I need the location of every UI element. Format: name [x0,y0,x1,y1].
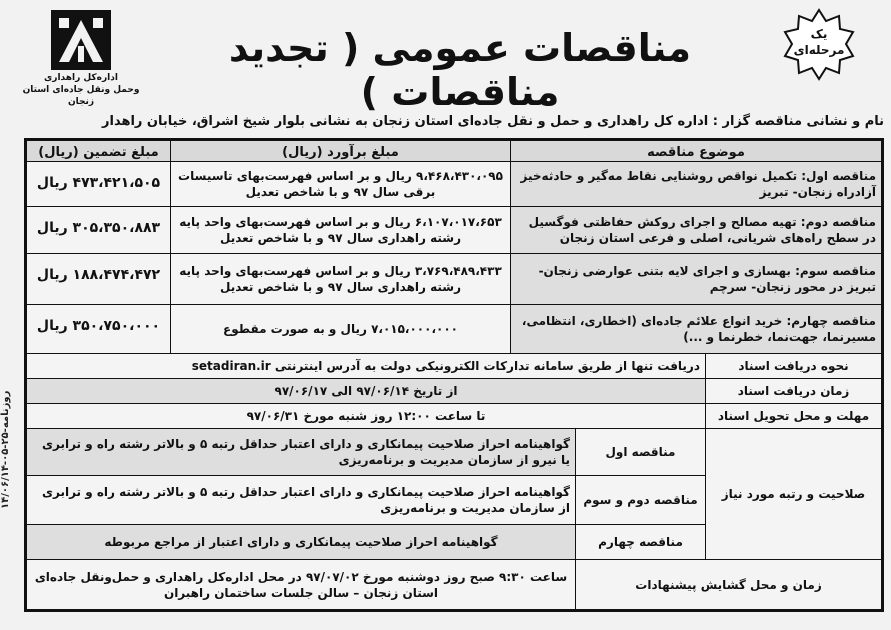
organization-logo [22,8,140,108]
qualification-tender-2-3-text [26,475,576,525]
docs-deadline-value-text: تا ساعت ۱۲:۰۰ روز شنبه مورخ ۹۷/۰۶/۳۱ [246,409,486,423]
qualification-tender-1-text [26,428,576,476]
qualification-label-text: صلاحیت و رتبه مورد نیاز [721,487,866,501]
row-1-subject-text: مناقصه اول: تکمیل نواقص روشنایی نقاط مه‌گیر و حادثه‌خیز آزادراه زنجان- تبریز [520,169,876,199]
qualification-tender-4-text [26,524,576,560]
qualification-tender-2-3 [575,475,706,525]
docs-deadline-label-text: مهلت و محل تحویل اسناد [717,409,870,423]
row-2-estimate-text: ۶،۱۰۷،۰۱۷،۶۵۳ ریال و بر اساس فهرست‌بهای واحد پایه رشته راهداری سال ۹۷ و با شاخص تعدیل [179,215,502,245]
table-row-3-subject [510,253,882,305]
tender-type-badge [782,8,856,82]
badge-line-1: یک [810,27,828,41]
row-2-subject-text: مناقصه دوم: تهیه مصالح و اجرای روکش حفاظتی فوگسیل در سطح راه‌های شریانی، اصلی و فرعی استان زنجان [528,215,876,245]
qualification-label [705,428,882,560]
page-title: مناقصات عمومی ( تجدید مناقصات ) [228,26,692,114]
table-row-4-estimate [170,304,511,354]
header-subject: موضوع مناقصه [510,140,882,162]
table-row-1-guarantee: ۴۷۳،۴۲۱،۵۰۵ ریال [26,161,171,207]
docs-when-value [26,378,706,404]
table-row-4-subject [510,304,882,354]
table-row-3-guarantee: ۱۸۸،۴۷۴،۴۷۲ ریال [26,253,171,305]
qualification-tender-4-name: مناقصه چهارم [598,535,683,549]
qualification-tender-4-desc: گواهینامه احراز صلاحیت پیمانکاری و دارای اعتبار از مراجع مربوطه [104,535,498,549]
row-3-subject-text: مناقصه سوم: بهسازی و اجرای لایه بتنی عوارضی زنجان- تبریز در محور زنجان- سرچم [538,264,876,294]
qualification-tender-4 [575,524,706,560]
tender-table [24,138,884,612]
docs-when-value-text: از تاریخ ۹۷/۰۶/۱۴ الی ۹۷/۰۶/۱۷ [274,384,458,398]
table-row-4-guarantee: ۳۵۰،۷۵۰،۰۰۰ ریال [26,304,171,354]
table-row-2-guarantee: ۳۰۵،۳۵۰،۸۸۳ ریال [26,206,171,254]
qualification-tender-2-3-name: مناقصه دوم و سوم [583,493,698,507]
table-row-1-subject [510,161,882,207]
qualification-tender-1-name: مناقصه اول [605,445,676,459]
opening-value-text: ساعت ۹:۳۰ صبح روز دوشنبه مورخ ۹۷/۰۷/۰۲ در محل اداره‌کل راهداری و حمل‌ونقل جاده‌ای استان زنجان – سالن جلسات ساختمان راهبران [34,569,568,600]
qualification-tender-1 [575,428,706,476]
side-caption: روزنامه-۲۵-۰۵-۱۴/۰۶/۱۴ [0,390,11,510]
opening-label-text: زمان و محل گشایش پیشنهادات [635,577,822,592]
header-guarantee: مبلغ تضمین (ریال) [26,140,171,162]
docs-how-label-text: نحوه دریافت اسناد [738,359,849,373]
organizer-address: نام و نشانی مناقصه گزار : اداره کل راهداری و حمل و نقل جاده‌ای استان زنجان به نشانی بلوار شیخ اشراق، خیابان راهدار [102,114,884,129]
docs-deadline-value [26,403,706,429]
table-row-2-estimate [170,206,511,254]
table-row-1-estimate [170,161,511,207]
header-estimate: مبلغ برآورد (ریال) [170,140,511,162]
qualification-tender-1-desc: گواهینامه احراز صلاحیت پیمانکاری و دارای اعتبار حداقل رتبه ۵ و بالاتر رشته راه و ترابری یا نیرو از سازمان مدیریت و برنامه‌ریزی [41,437,570,467]
road-authority-emblem-icon [49,8,113,72]
badge-line-2: مرحله‌ای [793,43,845,57]
docs-how-value-text: دریافت تنها از طریق سامانه تدارکات الکترونیکی دولت به آدرس اینترنتی setadiran.ir [191,359,700,373]
table-row-2-subject [510,206,882,254]
docs-when-label-text: زمان دریافت اسناد [737,384,850,398]
qualification-tender-2-3-desc: گواهینامه احراز صلاحیت پیمانکاری و دارای اعتبار حداقل رتبه ۵ و بالاتر رشته راه و ترابری از سازمان مدیریت و برنامه‌ریزی [41,485,570,515]
docs-when-label [705,378,882,404]
opening-value [26,559,576,610]
table-row-3-estimate [170,253,511,305]
docs-deadline-label [705,403,882,429]
row-4-subject-text: مناقصه چهارم: خرید انواع علائم جاده‌ای (اخطاری، انتظامی، مسیرنما، جهت‌نما، خطرنما و ...) [521,314,876,344]
row-1-estimate-text: ۹،۴۶۸،۴۳۰،۰۹۵ ریال و بر اساس فهرست‌بهای تاسیسات برقی سال ۹۷ و با شاخص تعدیل [178,169,503,199]
docs-how-label [705,353,882,379]
row-3-estimate-text: ۳،۷۶۹،۴۸۹،۴۳۳ ریال و بر اساس فهرست‌بهای واحد پایه رشته راهداری سال ۹۷ و با شاخص تعدیل [179,264,502,294]
logo-line-2: وحمل ونقل جاده‌ای استان زنجان [22,85,140,107]
row-4-estimate-text: ۷،۰۱۵،۰۰۰،۰۰۰ ریال و به صورت مقطوع [223,322,458,336]
docs-how-value [26,353,706,379]
opening-label [575,559,882,610]
logo-line-1: اداره‌کل راهداری [44,73,118,83]
